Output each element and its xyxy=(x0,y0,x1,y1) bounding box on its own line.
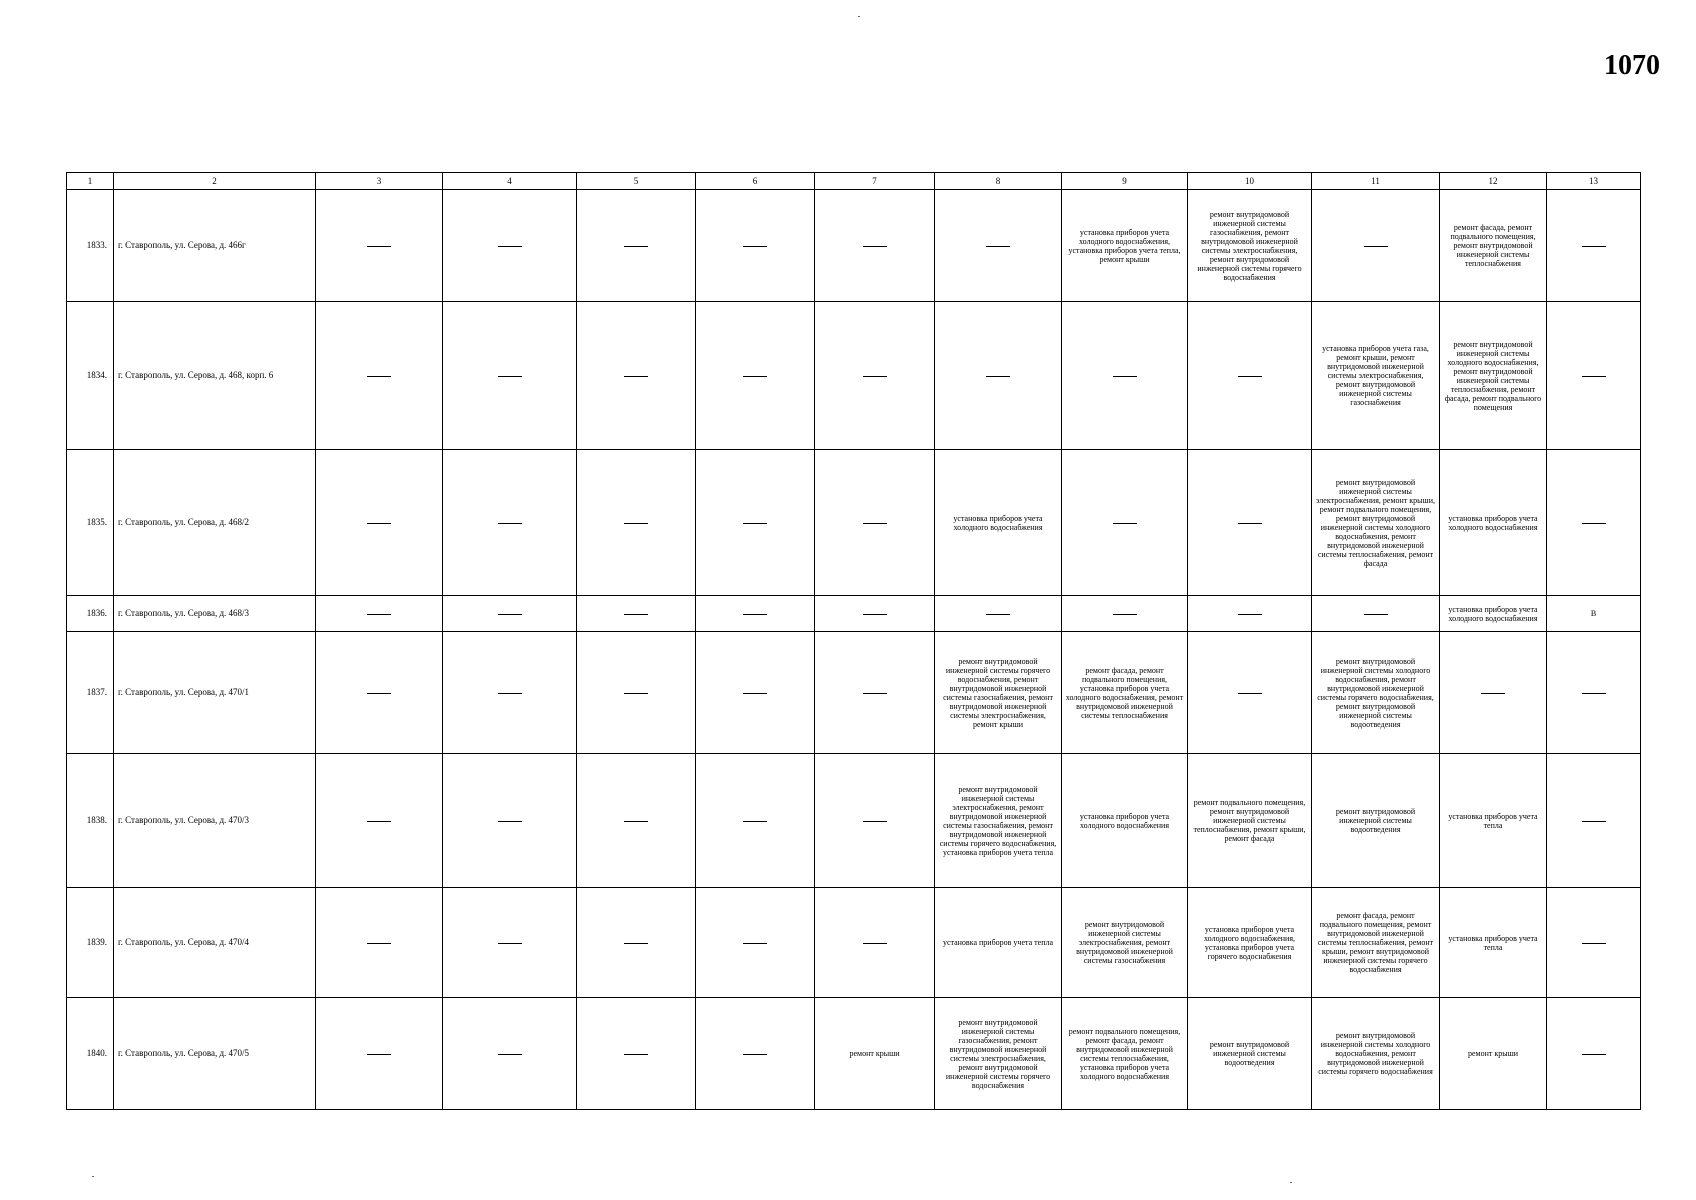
work-cell: ремонт внутридомовой инженерной системы электроснабжения, ремонт внутридомовой инженерной системы газоснабжения xyxy=(1062,888,1188,998)
empty-cell xyxy=(1547,632,1641,754)
dash-mark xyxy=(1582,693,1606,694)
dash-mark xyxy=(1582,523,1606,524)
column-number: 10 xyxy=(1188,173,1312,190)
dash-mark xyxy=(743,523,767,524)
address-cell: г. Ставрополь, ул. Серова, д. 468/3 xyxy=(114,596,316,632)
dash-mark xyxy=(367,523,391,524)
column-number: 13 xyxy=(1547,173,1641,190)
empty-cell xyxy=(815,596,935,632)
row-number: 1840. xyxy=(67,998,114,1110)
dash-mark xyxy=(1582,943,1606,944)
dash-mark xyxy=(367,943,391,944)
empty-cell xyxy=(696,596,815,632)
empty-cell xyxy=(577,998,696,1110)
empty-cell xyxy=(316,998,443,1110)
empty-cell xyxy=(443,450,577,596)
empty-cell xyxy=(577,888,696,998)
row-number: 1839. xyxy=(67,888,114,998)
table-row xyxy=(67,450,1641,596)
empty-cell xyxy=(577,632,696,754)
empty-cell xyxy=(443,596,577,632)
empty-cell xyxy=(696,998,815,1110)
empty-cell xyxy=(696,754,815,888)
column-number: 8 xyxy=(935,173,1062,190)
dash-mark xyxy=(743,821,767,822)
empty-cell xyxy=(1188,302,1312,450)
dash-mark xyxy=(624,376,648,377)
dash-mark xyxy=(498,821,522,822)
empty-cell xyxy=(316,754,443,888)
dash-mark xyxy=(986,246,1010,247)
row-number: 1838. xyxy=(67,754,114,888)
empty-cell xyxy=(1547,754,1641,888)
empty-cell xyxy=(815,190,935,302)
dash-mark xyxy=(1238,693,1262,694)
table-row xyxy=(67,632,1641,754)
work-cell: ремонт внутридомовой инженерной системы газоснабжения, ремонт внутридомовой инженерной системы электроснабжения, ремонт внутридомовой инженерной системы горячего водоснабжения xyxy=(1188,190,1312,302)
work-cell: ремонт крыши xyxy=(815,998,935,1110)
work-cell: установка приборов учета холодного водоснабжения, установка приборов учета тепла, ремонт крыши xyxy=(1062,190,1188,302)
work-cell: ремонт подвального помещения, ремонт фасада, ремонт внутридомовой инженерной системы теплоснабжения, установка приборов учета холодного водоснабжения xyxy=(1062,998,1188,1110)
empty-cell xyxy=(1188,632,1312,754)
row-number: 1837. xyxy=(67,632,114,754)
empty-cell xyxy=(1547,450,1641,596)
empty-cell xyxy=(316,596,443,632)
dash-mark xyxy=(863,614,887,615)
empty-cell xyxy=(443,632,577,754)
empty-cell xyxy=(443,190,577,302)
work-cell: ремонт внутридомовой инженерной системы холодного водоснабжения, ремонт внутридомовой инженерной системы теплоснабжения, ремонт фасада, ремонт подвального помещения xyxy=(1440,302,1547,450)
dash-mark xyxy=(624,246,648,247)
address-cell: г. Ставрополь, ул. Серова, д. 466г xyxy=(114,190,316,302)
work-cell: установка приборов учета холодного водоснабжения xyxy=(1440,450,1547,596)
work-cell: ремонт внутридомовой инженерной системы водоотведения xyxy=(1188,998,1312,1110)
empty-cell xyxy=(815,632,935,754)
dash-mark xyxy=(863,693,887,694)
dash-mark xyxy=(1364,246,1388,247)
row-number: 1834. xyxy=(67,302,114,450)
empty-cell xyxy=(1188,450,1312,596)
empty-cell xyxy=(1440,632,1547,754)
column-number: 4 xyxy=(443,173,577,190)
dash-mark xyxy=(1238,614,1262,615)
dash-mark xyxy=(1582,376,1606,377)
column-number: 11 xyxy=(1312,173,1440,190)
dash-mark xyxy=(863,376,887,377)
work-cell: ремонт внутридомовой инженерной системы электроснабжения, ремонт крыши, ремонт подвального помещения, ремонт внутридомовой инженерной системы холодного водоснабжения, ремонт внутридомовой инженерной системы теплоснабжения, ремонт фасада xyxy=(1312,450,1440,596)
empty-cell xyxy=(316,450,443,596)
column-number: 2 xyxy=(114,173,316,190)
dash-mark xyxy=(1113,614,1137,615)
empty-cell xyxy=(577,190,696,302)
dash-mark xyxy=(1238,376,1262,377)
work-cell: ремонт фасада, ремонт подвального помещения, ремонт внутридомовой инженерной системы теплоснабжения, ремонт крыши, ремонт внутридомовой инженерной системы горячего водоснабжения xyxy=(1312,888,1440,998)
dash-mark xyxy=(1113,376,1137,377)
work-cell: ремонт внутридомовой инженерной системы водоотведения xyxy=(1312,754,1440,888)
address-cell: г. Ставрополь, ул. Серова, д. 470/5 xyxy=(114,998,316,1110)
empty-cell xyxy=(1547,998,1641,1110)
table-row xyxy=(67,998,1641,1110)
dash-mark xyxy=(498,523,522,524)
column-number: 5 xyxy=(577,173,696,190)
column-number-row xyxy=(67,173,1641,190)
dash-mark xyxy=(863,943,887,944)
dash-mark xyxy=(498,943,522,944)
empty-cell xyxy=(1547,888,1641,998)
table-body xyxy=(67,190,1641,1110)
dash-mark xyxy=(1364,614,1388,615)
dash-mark xyxy=(1582,821,1606,822)
dash-mark xyxy=(367,1054,391,1055)
dash-mark xyxy=(743,1054,767,1055)
empty-cell xyxy=(577,754,696,888)
column-number: 9 xyxy=(1062,173,1188,190)
address-cell: г. Ставрополь, ул. Серова, д. 470/1 xyxy=(114,632,316,754)
empty-cell xyxy=(1062,450,1188,596)
work-cell: ремонт внутридомовой инженерной системы холодного водоснабжения, ремонт внутридомовой инженерной системы горячего водоснабжения, ремонт внутридомовой инженерной системы водоотведения xyxy=(1312,632,1440,754)
dash-mark xyxy=(1582,1054,1606,1055)
empty-cell xyxy=(935,190,1062,302)
dash-mark xyxy=(367,376,391,377)
empty-cell xyxy=(1188,596,1312,632)
empty-cell xyxy=(1547,190,1641,302)
empty-cell xyxy=(443,302,577,450)
dash-mark xyxy=(498,614,522,615)
empty-cell xyxy=(443,998,577,1110)
empty-cell xyxy=(316,302,443,450)
dash-mark xyxy=(1238,523,1262,524)
work-cell: установка приборов учета тепла xyxy=(1440,888,1547,998)
column-number: 1 xyxy=(67,173,114,190)
page-number: 1070 xyxy=(1604,50,1660,81)
dash-mark xyxy=(624,1054,648,1055)
empty-cell xyxy=(696,888,815,998)
empty-cell xyxy=(577,596,696,632)
empty-cell xyxy=(696,302,815,450)
dash-mark xyxy=(624,523,648,524)
empty-cell xyxy=(316,190,443,302)
work-cell: ремонт фасада, ремонт подвального помещения, ремонт внутридомовой инженерной системы теплоснабжения xyxy=(1440,190,1547,302)
dash-mark xyxy=(367,821,391,822)
work-cell: установка приборов учета холодного водоснабжения, установка приборов учета горячего водоснабжения xyxy=(1188,888,1312,998)
empty-cell xyxy=(577,450,696,596)
column-number: 12 xyxy=(1440,173,1547,190)
table-row xyxy=(67,190,1641,302)
dash-mark xyxy=(624,614,648,615)
work-cell: установка приборов учета холодного водоснабжения xyxy=(935,450,1062,596)
dash-mark xyxy=(1481,693,1505,694)
work-cell: ремонт фасада, ремонт подвального помещения, установка приборов учета холодного водоснабжения, ремонт внутридомовой инженерной системы теплоснабжения xyxy=(1062,632,1188,754)
scan-speck xyxy=(1290,1182,1292,1183)
work-cell: ремонт подвального помещения, ремонт внутридомовой инженерной системы теплоснабжения, ремонт крыши, ремонт фасада xyxy=(1188,754,1312,888)
column-number: 3 xyxy=(316,173,443,190)
empty-cell xyxy=(1062,596,1188,632)
dash-mark xyxy=(367,614,391,615)
repair-schedule-table xyxy=(66,172,1641,1110)
address-cell: г. Ставрополь, ул. Серова, д. 468/2 xyxy=(114,450,316,596)
address-cell: г. Ставрополь, ул. Серова, д. 470/4 xyxy=(114,888,316,998)
dash-mark xyxy=(863,246,887,247)
table-row xyxy=(67,754,1641,888)
empty-cell xyxy=(935,302,1062,450)
row-number: 1836. xyxy=(67,596,114,632)
empty-cell xyxy=(815,450,935,596)
dash-mark xyxy=(367,693,391,694)
address-cell: г. Ставрополь, ул. Серова, д. 468, корп. 6 xyxy=(114,302,316,450)
empty-cell xyxy=(577,302,696,450)
work-cell: ремонт внутридомовой инженерной системы холодного водоснабжения, ремонт внутридомовой инженерной системы горячего водоснабжения xyxy=(1312,998,1440,1110)
empty-cell xyxy=(815,888,935,998)
work-cell: установка приборов учета холодного водоснабжения xyxy=(1062,754,1188,888)
work-cell: установка приборов учета тепла xyxy=(1440,754,1547,888)
row-number: 1833. xyxy=(67,190,114,302)
dash-mark xyxy=(498,1054,522,1055)
empty-cell xyxy=(1312,596,1440,632)
empty-cell xyxy=(443,888,577,998)
row-number: 1835. xyxy=(67,450,114,596)
work-cell: ремонт внутридомовой инженерной системы горячего водоснабжения, ремонт внутридомовой инженерной системы газоснабжения, ремонт внутридомовой инженерной системы электроснабжения, ремонт крыши xyxy=(935,632,1062,754)
dash-mark xyxy=(498,246,522,247)
empty-cell xyxy=(316,888,443,998)
work-cell: установка приборов учета холодного водоснабжения xyxy=(1440,596,1547,632)
empty-cell xyxy=(1547,302,1641,450)
dash-mark xyxy=(986,376,1010,377)
table-row xyxy=(67,302,1641,450)
dash-mark xyxy=(743,246,767,247)
dash-mark xyxy=(1582,246,1606,247)
dash-mark xyxy=(863,523,887,524)
table-row xyxy=(67,888,1641,998)
column-number: 7 xyxy=(815,173,935,190)
dash-mark xyxy=(624,943,648,944)
work-cell: В xyxy=(1547,596,1641,632)
work-cell: ремонт внутридомовой инженерной системы газоснабжения, ремонт внутридомовой инженерной системы электроснабжения, ремонт внутридомовой инженерной системы горячего водоснабжения xyxy=(935,998,1062,1110)
work-cell: установка приборов учета тепла xyxy=(935,888,1062,998)
work-cell: ремонт крыши xyxy=(1440,998,1547,1110)
dash-mark xyxy=(498,693,522,694)
empty-cell xyxy=(696,450,815,596)
empty-cell xyxy=(1312,190,1440,302)
scan-speck xyxy=(858,16,860,17)
empty-cell xyxy=(1062,302,1188,450)
dash-mark xyxy=(743,614,767,615)
scan-speck xyxy=(92,1176,94,1177)
column-number: 6 xyxy=(696,173,815,190)
empty-cell xyxy=(443,754,577,888)
work-cell: установка приборов учета газа, ремонт крыши, ремонт внутридомовой инженерной системы электроснабжения, ремонт внутридомовой инженерной системы газоснабжения xyxy=(1312,302,1440,450)
dash-mark xyxy=(1113,523,1137,524)
work-cell: ремонт внутридомовой инженерной системы электроснабжения, ремонт внутридомовой инженерной системы газоснабжения, ремонт внутридомовой инженерной системы горячего водоснабжения, установка приборов учета тепла xyxy=(935,754,1062,888)
empty-cell xyxy=(696,632,815,754)
empty-cell xyxy=(935,596,1062,632)
dash-mark xyxy=(743,943,767,944)
dash-mark xyxy=(863,821,887,822)
dash-mark xyxy=(367,246,391,247)
table-row xyxy=(67,596,1641,632)
dash-mark xyxy=(743,693,767,694)
empty-cell xyxy=(815,302,935,450)
dash-mark xyxy=(986,614,1010,615)
empty-cell xyxy=(696,190,815,302)
dash-mark xyxy=(498,376,522,377)
empty-cell xyxy=(815,754,935,888)
dash-mark xyxy=(624,821,648,822)
dash-mark xyxy=(624,693,648,694)
address-cell: г. Ставрополь, ул. Серова, д. 470/3 xyxy=(114,754,316,888)
empty-cell xyxy=(316,632,443,754)
dash-mark xyxy=(743,376,767,377)
